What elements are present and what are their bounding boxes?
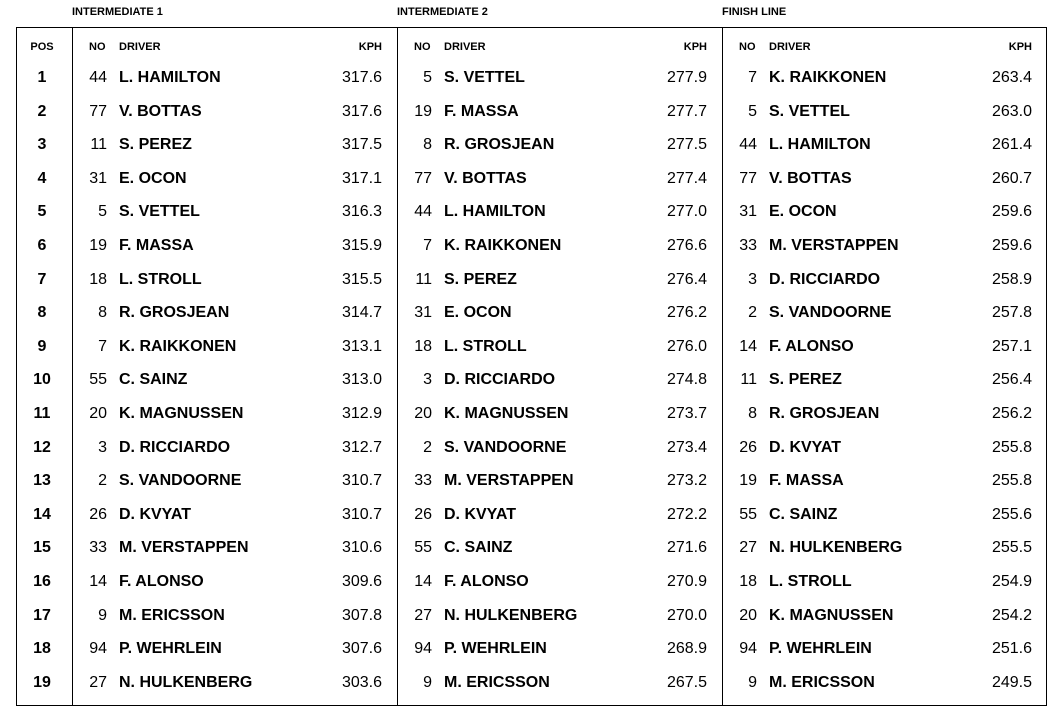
car-number: 14 bbox=[739, 337, 757, 355]
speed-value: 277.4 bbox=[666, 169, 707, 187]
position-cell: 9 bbox=[37, 337, 47, 355]
speed-value: 255.5 bbox=[991, 539, 1032, 557]
position-cell: 18 bbox=[33, 640, 51, 658]
header-pos: POS bbox=[30, 41, 54, 53]
driver-name: M. ERICSSON bbox=[769, 673, 875, 691]
car-number: 55 bbox=[414, 539, 432, 557]
position-cell: 2 bbox=[37, 102, 47, 120]
column-divider bbox=[72, 28, 73, 705]
speed-value: 317.6 bbox=[341, 102, 382, 120]
driver-name: M. ERICSSON bbox=[444, 673, 550, 691]
car-number: 14 bbox=[89, 573, 107, 590]
driver-name: F. ALONSO bbox=[769, 337, 854, 355]
driver-name: S. PEREZ bbox=[444, 270, 517, 288]
driver-name: L. HAMILTON bbox=[444, 203, 546, 221]
header-no: NO bbox=[414, 41, 431, 53]
driver-name: V. BOTTAS bbox=[769, 169, 852, 187]
car-number: 33 bbox=[739, 237, 757, 254]
speed-value: 313.1 bbox=[341, 337, 382, 355]
car-number: 11 bbox=[90, 136, 107, 154]
driver-name: F. MASSA bbox=[444, 102, 519, 120]
speed-value: 274.8 bbox=[666, 371, 707, 389]
position-cell: 4 bbox=[37, 169, 47, 187]
car-number: 26 bbox=[414, 505, 432, 523]
car-number: 55 bbox=[89, 371, 107, 389]
header-no: NO bbox=[89, 41, 106, 53]
position-cell: 8 bbox=[37, 304, 47, 322]
car-number: 18 bbox=[739, 573, 757, 590]
car-number: 27 bbox=[739, 539, 757, 557]
speed-value: 255.8 bbox=[991, 438, 1032, 456]
car-number: 26 bbox=[89, 505, 107, 523]
driver-name: K. RAIKKONEN bbox=[444, 237, 562, 254]
car-number: 14 bbox=[414, 573, 432, 590]
car-number: 55 bbox=[739, 505, 757, 523]
driver-name: L. STROLL bbox=[769, 573, 852, 590]
driver-name: S. PEREZ bbox=[769, 371, 842, 389]
speed-value: 309.6 bbox=[341, 573, 382, 590]
speed-value: 263.4 bbox=[991, 69, 1032, 86]
speed-value: 314.7 bbox=[341, 304, 382, 322]
driver-name: D. KVYAT bbox=[119, 505, 192, 523]
car-number: 19 bbox=[89, 237, 107, 254]
car-number: 27 bbox=[414, 606, 432, 624]
driver-name: M. VERSTAPPEN bbox=[444, 472, 574, 490]
driver-name: R. GROSJEAN bbox=[444, 136, 555, 154]
car-number: 77 bbox=[739, 169, 757, 187]
car-number: 33 bbox=[414, 472, 432, 490]
speed-value: 315.9 bbox=[341, 237, 382, 254]
speed-value: 251.6 bbox=[991, 640, 1032, 658]
position-cell: 14 bbox=[33, 505, 51, 523]
car-number: 8 bbox=[423, 136, 432, 154]
speed-value: 272.2 bbox=[666, 505, 707, 523]
car-number: 7 bbox=[748, 69, 757, 86]
car-number: 8 bbox=[748, 405, 757, 422]
driver-name: P. WEHRLEIN bbox=[444, 640, 547, 658]
speed-value: 255.8 bbox=[991, 472, 1032, 490]
driver-name: S. VETTEL bbox=[119, 203, 200, 221]
speed-value: 276.4 bbox=[666, 270, 707, 288]
car-number: 7 bbox=[98, 337, 107, 355]
driver-name: K. MAGNUSSEN bbox=[444, 405, 569, 422]
driver-name: C. SAINZ bbox=[769, 505, 838, 523]
car-number: 9 bbox=[98, 606, 107, 624]
speed-trap-table bbox=[16, 27, 1047, 706]
car-number: 2 bbox=[98, 472, 107, 490]
speed-value: 312.9 bbox=[341, 405, 382, 422]
driver-name: L. HAMILTON bbox=[769, 136, 871, 154]
car-number: 5 bbox=[98, 203, 107, 221]
driver-name: V. BOTTAS bbox=[119, 102, 202, 120]
position-cell: 19 bbox=[33, 673, 51, 691]
car-number: 94 bbox=[739, 640, 757, 658]
driver-name: F. MASSA bbox=[119, 237, 194, 254]
speed-value: 270.9 bbox=[666, 573, 707, 590]
section-title-intermediate-2: INTERMEDIATE 2 bbox=[397, 6, 488, 18]
car-number: 77 bbox=[414, 169, 432, 187]
driver-name: S. VANDOORNE bbox=[769, 304, 892, 322]
car-number: 31 bbox=[414, 304, 432, 322]
car-number: 9 bbox=[748, 673, 757, 691]
car-number: 31 bbox=[89, 169, 107, 187]
speed-value: 310.6 bbox=[341, 539, 382, 557]
speed-value: 303.6 bbox=[341, 673, 382, 691]
driver-name: M. VERSTAPPEN bbox=[119, 539, 249, 557]
speed-value: 277.5 bbox=[666, 136, 707, 154]
driver-name: C. SAINZ bbox=[119, 371, 188, 389]
position-cell: 1 bbox=[37, 69, 47, 86]
driver-name: L. STROLL bbox=[444, 337, 527, 355]
car-number: 2 bbox=[748, 304, 757, 322]
speed-value: 256.4 bbox=[991, 371, 1032, 389]
column-divider bbox=[397, 28, 398, 705]
speed-value: 276.0 bbox=[666, 337, 707, 355]
section-title-intermediate-1: INTERMEDIATE 1 bbox=[72, 6, 163, 18]
speed-value: 261.4 bbox=[991, 136, 1032, 154]
driver-name: F. ALONSO bbox=[444, 573, 529, 590]
header-driver: DRIVER bbox=[119, 41, 161, 53]
car-number: 2 bbox=[423, 438, 432, 456]
car-number: 20 bbox=[89, 405, 107, 422]
speed-value: 263.0 bbox=[991, 102, 1032, 120]
car-number: 3 bbox=[98, 438, 107, 456]
speed-value: 316.3 bbox=[341, 203, 382, 221]
position-cell: 17 bbox=[33, 606, 51, 624]
driver-name: K. MAGNUSSEN bbox=[769, 606, 894, 624]
speed-value: 260.7 bbox=[991, 169, 1032, 187]
speed-value: 313.0 bbox=[341, 371, 382, 389]
car-number: 11 bbox=[740, 371, 757, 389]
car-number: 19 bbox=[739, 472, 757, 490]
driver-name: P. WEHRLEIN bbox=[119, 640, 222, 658]
car-number: 94 bbox=[89, 640, 107, 658]
position-cell: 6 bbox=[37, 237, 47, 254]
speed-value: 273.7 bbox=[666, 405, 707, 422]
car-number: 27 bbox=[89, 673, 107, 691]
driver-name: S. VETTEL bbox=[444, 69, 525, 86]
speed-value: 255.6 bbox=[991, 505, 1032, 523]
header-kph: KPH bbox=[1008, 41, 1032, 53]
speed-value: 256.2 bbox=[991, 405, 1032, 422]
driver-name: D. RICCIARDO bbox=[769, 270, 881, 288]
driver-name: L. STROLL bbox=[119, 270, 202, 288]
car-number: 8 bbox=[98, 304, 107, 322]
speed-value: 271.6 bbox=[666, 539, 707, 557]
car-number: 9 bbox=[423, 673, 432, 691]
driver-name: D. RICCIARDO bbox=[444, 371, 556, 389]
driver-name: E. OCON bbox=[119, 169, 187, 187]
position-cell: 3 bbox=[37, 136, 47, 154]
driver-name: N. HULKENBERG bbox=[444, 606, 578, 624]
car-number: 5 bbox=[748, 102, 757, 120]
position-cell: 16 bbox=[33, 573, 51, 590]
driver-name: S. VANDOORNE bbox=[444, 438, 567, 456]
car-number: 5 bbox=[423, 69, 432, 86]
car-number: 44 bbox=[739, 136, 757, 154]
speed-value: 277.0 bbox=[666, 203, 707, 221]
speed-value: 273.4 bbox=[666, 438, 707, 456]
speed-value: 268.9 bbox=[666, 640, 707, 658]
header-kph: KPH bbox=[358, 41, 382, 53]
driver-name: M. VERSTAPPEN bbox=[769, 237, 899, 254]
car-number: 18 bbox=[89, 270, 107, 288]
driver-name: R. GROSJEAN bbox=[769, 405, 880, 422]
car-number: 3 bbox=[748, 270, 757, 288]
speed-value: 257.1 bbox=[991, 337, 1032, 355]
car-number: 3 bbox=[423, 371, 432, 389]
speed-value: 270.0 bbox=[666, 606, 707, 624]
driver-name: S. VANDOORNE bbox=[119, 472, 242, 490]
header-kph: KPH bbox=[683, 41, 707, 53]
speed-value: 317.1 bbox=[341, 169, 382, 187]
car-number: 19 bbox=[414, 102, 432, 120]
car-number: 31 bbox=[739, 203, 757, 221]
car-number: 44 bbox=[89, 69, 107, 86]
speed-value: 254.9 bbox=[991, 573, 1032, 590]
speed-value: 273.2 bbox=[666, 472, 707, 490]
header-driver: DRIVER bbox=[444, 41, 486, 53]
car-number: 20 bbox=[739, 606, 757, 624]
speed-value: 254.2 bbox=[991, 606, 1032, 624]
driver-name: V. BOTTAS bbox=[444, 169, 527, 187]
car-number: 77 bbox=[89, 102, 107, 120]
driver-name: L. HAMILTON bbox=[119, 69, 221, 86]
section-title-finish-line: FINISH LINE bbox=[722, 6, 787, 18]
position-cell: 10 bbox=[33, 371, 51, 389]
car-number: 18 bbox=[414, 337, 432, 355]
driver-name: F. MASSA bbox=[769, 472, 844, 490]
car-number: 94 bbox=[414, 640, 432, 658]
speed-value: 315.5 bbox=[341, 270, 382, 288]
speed-value: 277.9 bbox=[666, 69, 707, 86]
driver-name: R. GROSJEAN bbox=[119, 304, 230, 322]
speed-value: 310.7 bbox=[341, 472, 382, 490]
header-no: NO bbox=[739, 41, 756, 53]
position-cell: 11 bbox=[33, 405, 51, 422]
driver-name: S. VETTEL bbox=[769, 102, 850, 120]
speed-value: 249.5 bbox=[991, 673, 1032, 691]
driver-name: D. KVYAT bbox=[769, 438, 842, 456]
car-number: 11 bbox=[415, 270, 432, 288]
position-cell: 12 bbox=[33, 438, 51, 456]
speed-value: 317.5 bbox=[341, 136, 382, 154]
speed-value: 312.7 bbox=[341, 438, 382, 456]
car-number: 20 bbox=[414, 405, 432, 422]
car-number: 26 bbox=[739, 438, 757, 456]
speed-value: 317.6 bbox=[341, 69, 382, 86]
speed-value: 307.6 bbox=[341, 640, 382, 658]
car-number: 44 bbox=[414, 203, 432, 221]
driver-name: N. HULKENBERG bbox=[119, 673, 253, 691]
driver-name: N. HULKENBERG bbox=[769, 539, 903, 557]
column-divider bbox=[722, 28, 723, 705]
speed-value: 257.8 bbox=[991, 304, 1032, 322]
speed-value: 276.6 bbox=[666, 237, 707, 254]
driver-name: D. KVYAT bbox=[444, 505, 517, 523]
driver-name: C. SAINZ bbox=[444, 539, 513, 557]
driver-name: S. PEREZ bbox=[119, 136, 192, 154]
driver-name: E. OCON bbox=[769, 203, 837, 221]
speed-value: 258.9 bbox=[991, 270, 1032, 288]
driver-name: M. ERICSSON bbox=[119, 606, 225, 624]
driver-name: K. MAGNUSSEN bbox=[119, 405, 244, 422]
position-cell: 13 bbox=[33, 472, 51, 490]
speed-value: 259.6 bbox=[991, 237, 1032, 254]
speed-value: 267.5 bbox=[666, 673, 707, 691]
position-cell: 15 bbox=[33, 539, 51, 557]
speed-value: 277.7 bbox=[666, 102, 707, 120]
driver-name: K. RAIKKONEN bbox=[119, 337, 237, 355]
position-cell: 7 bbox=[37, 270, 47, 288]
speed-value: 307.8 bbox=[341, 606, 382, 624]
driver-name: F. ALONSO bbox=[119, 573, 204, 590]
driver-name: D. RICCIARDO bbox=[119, 438, 231, 456]
position-cell: 5 bbox=[37, 203, 47, 221]
car-number: 7 bbox=[423, 237, 432, 254]
driver-name: K. RAIKKONEN bbox=[769, 69, 887, 86]
driver-name: P. WEHRLEIN bbox=[769, 640, 872, 658]
speed-value: 259.6 bbox=[991, 203, 1032, 221]
driver-name: E. OCON bbox=[444, 304, 512, 322]
speed-value: 276.2 bbox=[666, 304, 707, 322]
car-number: 33 bbox=[89, 539, 107, 557]
header-driver: DRIVER bbox=[769, 41, 811, 53]
speed-value: 310.7 bbox=[341, 505, 382, 523]
